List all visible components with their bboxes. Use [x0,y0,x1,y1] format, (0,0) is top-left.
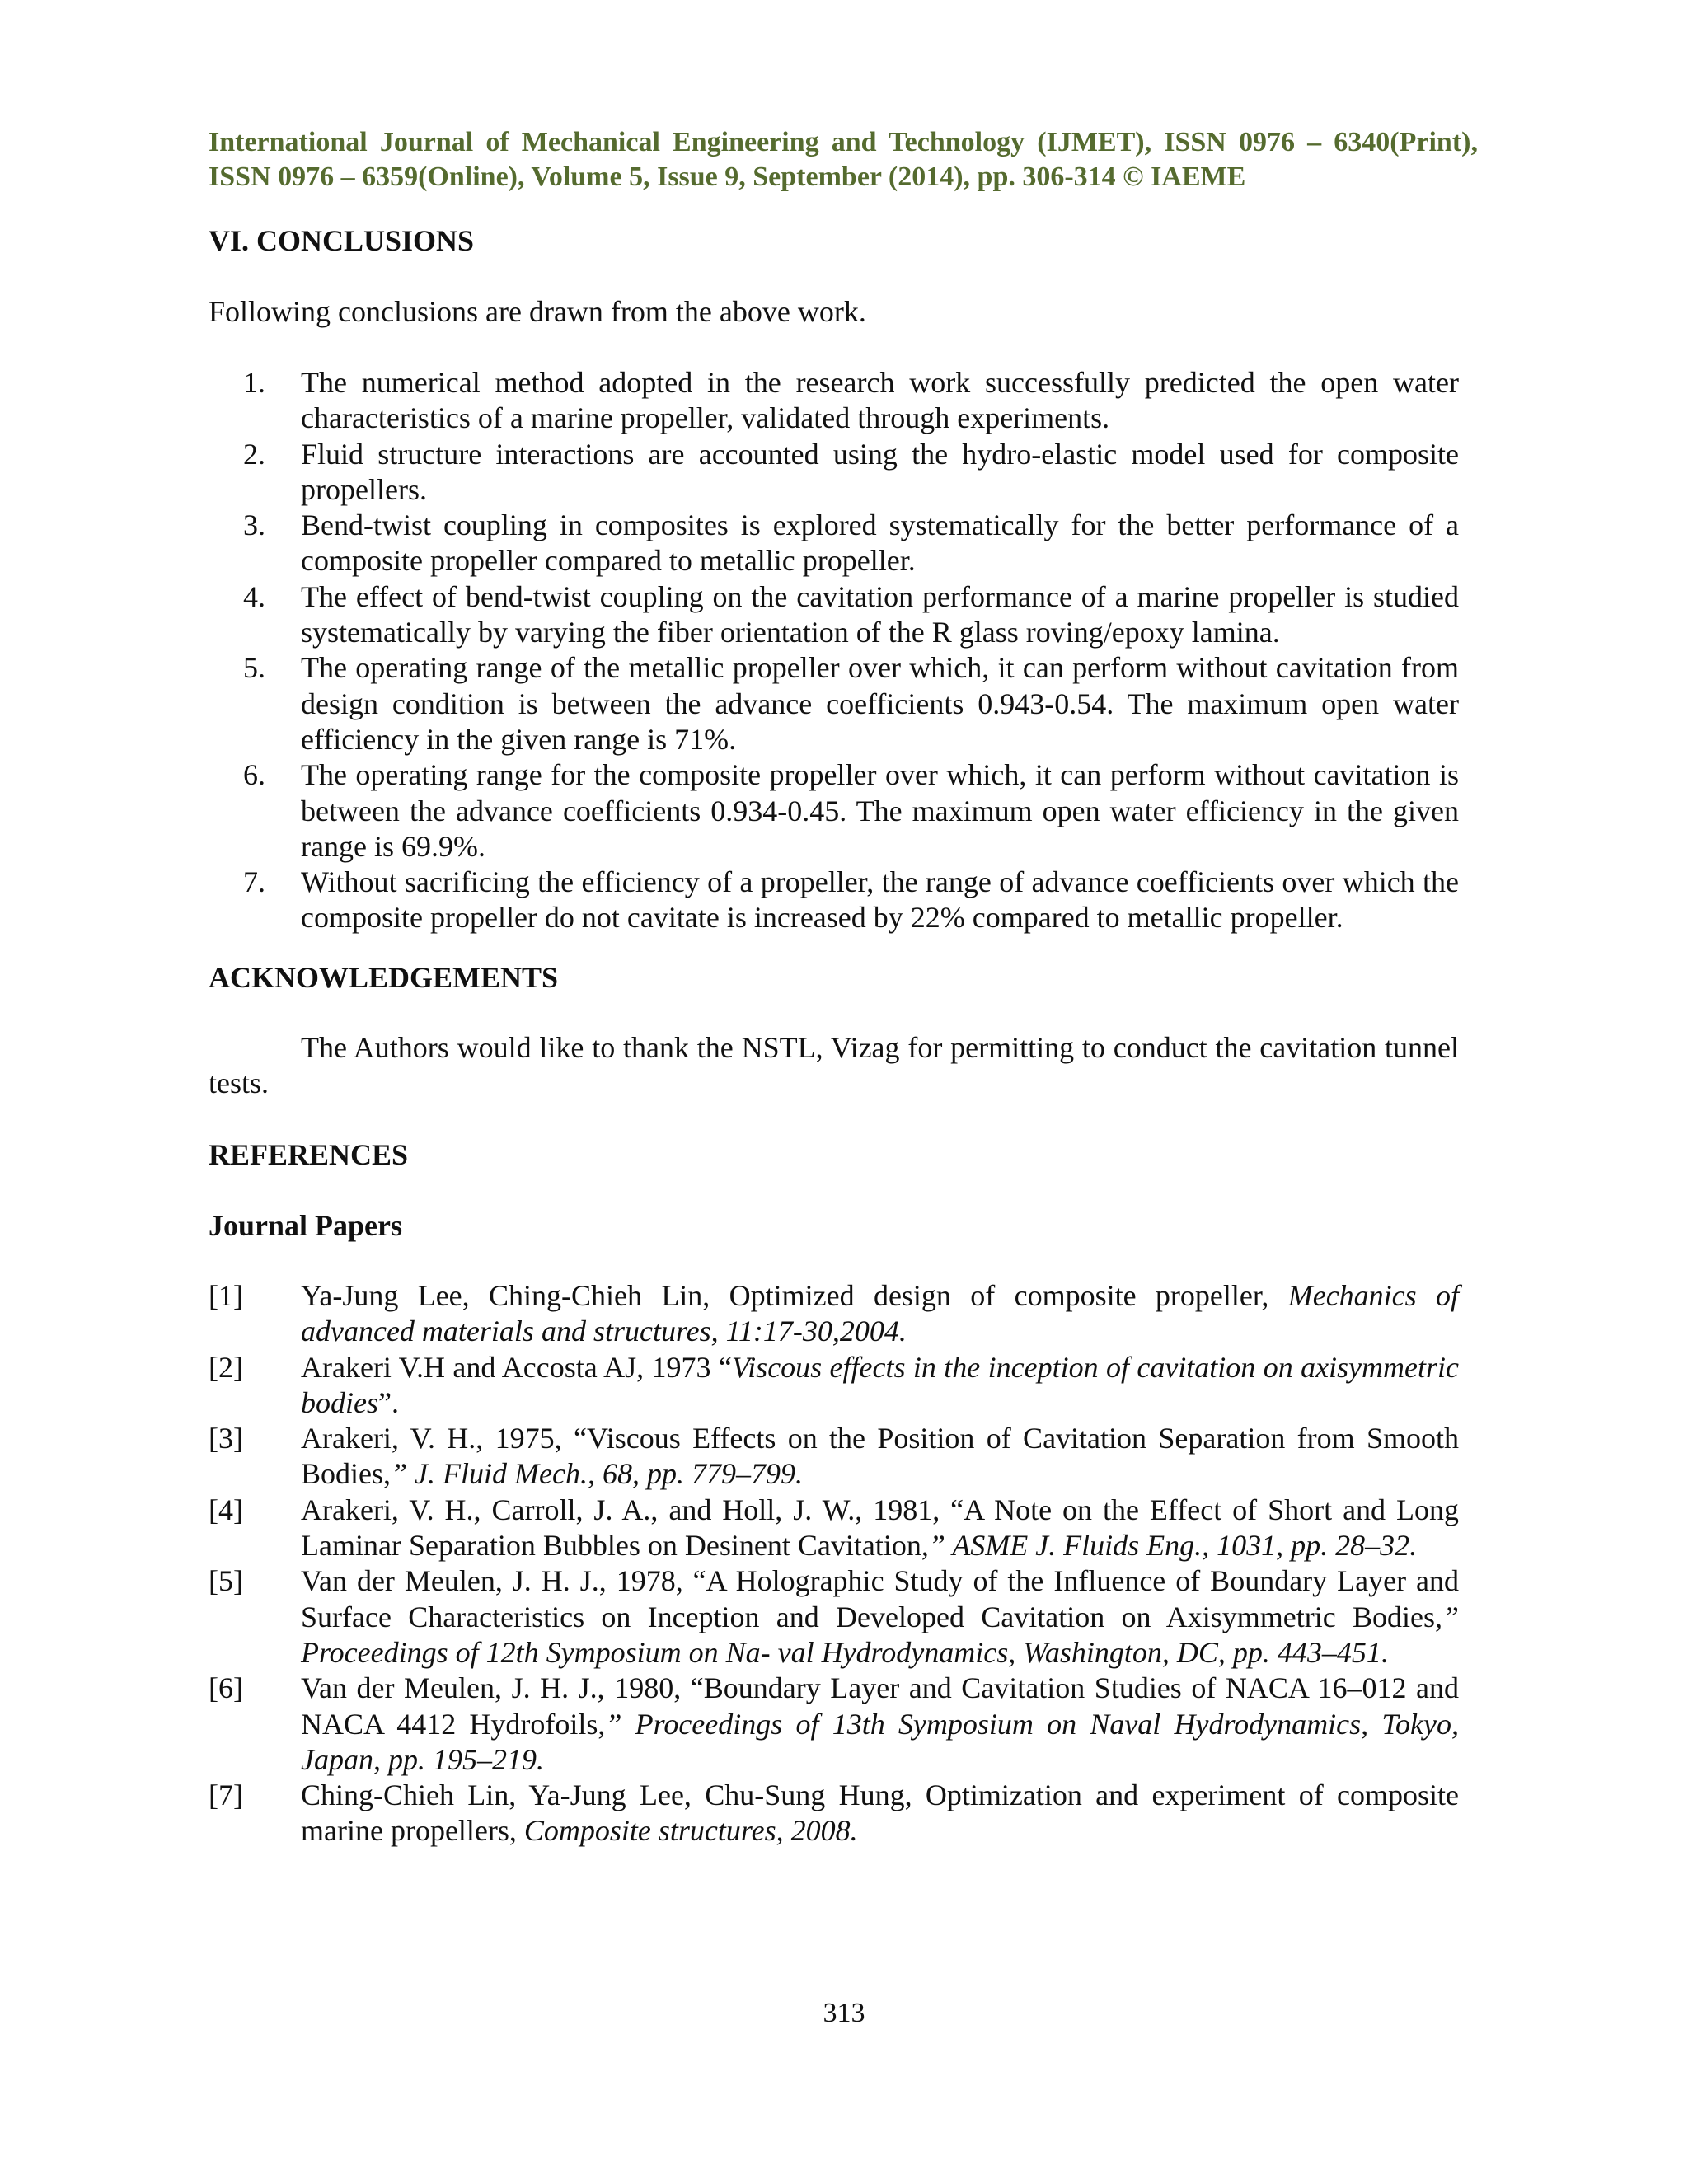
reference-main: Van der Meulen, J. H. J., 1980, “Boundary Layer and Cavitation Studies of NACA 16–012 and NACA 4412 Hydrofoils, [301,1671,1459,1741]
reference-source: ” Proceedings of 13th Symposium on Naval Hydrodynamics, Tokyo, Japan, pp. 195–219. [301,1707,1460,1776]
conclusion-text: Bend-twist coupling in composites is explored systematically for the better performance of a composite propeller compared to metallic propeller. [301,509,1459,578]
reference-item [209,1421,1459,1493]
reference-number: [7] [209,1779,243,1812]
conclusion-text: Without sacrificing the efficiency of a propeller, the range of advance coefficients over which the composite propeller do not cavitate is increased by 22% compared to metallic propeller. [301,865,1459,935]
journal-header-line-2: ISSN 0976 – 6359(Online), Volume 5, Issue 9, September (2014), pp. 306-314 © IAEME [209,162,1246,192]
reference-item [209,1350,1459,1422]
conclusion-text: The operating range of the metallic propeller over which, it can perform without cavitation from design condition is between the advance coefficients 0.943-0.54. The maximum open water efficiency in the given range is 71%. [301,651,1459,756]
reference-source: Viscous effects in the inception of cavitation on axisymmetric bodies [301,1350,1460,1419]
conclusion-number: 4. [243,579,265,613]
conclusion-text: The numerical method adopted in the research work successfully predicted the open water characteristics of a marine propeller, validated through experiments. [301,366,1459,435]
reference-item [209,1563,1459,1671]
conclusion-text: The operating range for the composite propeller over which, it can perform without cavitation is between the advance coefficients 0.934-0.45. The maximum open water efficiency in the given range is 69.9%. [301,758,1459,863]
conclusions-heading: VI. CONCLUSIONS [209,224,475,257]
reference-source: ” Proceedings of 12th Symposium on Na- val Hydrodynamics, Washington, DC, pp. 443–451. [301,1600,1459,1669]
acknowledgements-heading: ACKNOWLEDGEMENTS [209,961,559,994]
reference-number: [3] [209,1422,243,1455]
reference-number: [2] [209,1350,243,1384]
reference-number: [6] [209,1671,243,1705]
conclusion-number: 1. [243,366,265,399]
reference-main: Ya-Jung Lee, Ching-Chieh Lin, Optimized design of composite propeller, [301,1279,1288,1312]
conclusion-number: 6. [243,758,265,792]
conclusion-item [209,365,1459,437]
conclusion-item [209,650,1459,757]
reference-item [209,1671,1459,1778]
conclusions-list [209,365,1459,936]
journal-header [209,125,1478,194]
reference-tail: ”. [378,1385,399,1419]
conclusion-item [209,508,1459,579]
conclusions-intro: Following conclusions are drawn from the above work. [209,295,866,328]
reference-source: Mechanics of advanced materials and structures, 11:17-30,2004. [301,1279,1460,1348]
reference-number: [4] [209,1493,243,1526]
conclusion-item [209,865,1459,936]
page-number: 313 [823,1998,865,2028]
conclusion-text: The effect of bend-twist coupling on the cavitation performance of a marine propeller is studied systematically by varying the fiber orientation of the R glass roving/epoxy lamina. [301,579,1459,649]
reference-main: Ching-Chieh Lin, Ya-Jung Lee, Chu-Sung Hung, Optimization and experiment of composite marine propellers, [301,1779,1459,1848]
references-list [209,1278,1459,1849]
reference-source: Composite structures, 2008. [523,1814,858,1848]
conclusion-number: 5. [243,651,265,685]
reference-main: Arakeri V.H and Accosta AJ, 1973 “ [301,1350,732,1384]
conclusion-item [209,757,1459,865]
reference-main: Arakeri, V. H., 1975, “Viscous Effects on the Position of Cavitation Separation from Smooth Bodies, [301,1422,1459,1491]
reference-item [209,1493,1459,1564]
journal-papers-subheading: Journal Papers [209,1209,403,1242]
conclusion-number: 3. [243,509,265,542]
conclusion-item [209,579,1459,651]
acknowledgements-text: The Authors would like to thank the NSTL, Vizag for permitting to conduct the cavitation tunnel tests. [209,1031,1459,1100]
reference-item [209,1778,1459,1849]
reference-main: Arakeri, V. H., Carroll, J. A., and Holl, J. W., 1981, “A Note on the Effect of Short and Long Laminar Separation Bubbles on Desinent Cavitation, [301,1493,1459,1563]
reference-source: ” ASME J. Fluids Eng., 1031, pp. 28–32. [928,1529,1418,1563]
conclusion-text: Fluid structure interactions are accounted using the hydro-elastic model used for composite propellers. [301,437,1459,506]
reference-item [209,1278,1459,1350]
conclusion-number: 7. [243,865,265,899]
journal-header-line-1: International Journal of Mechanical Engineering and Technology (IJMET), ISSN 0976 – 6340(Print), [209,127,1478,157]
reference-number: [1] [209,1279,243,1312]
reference-number: [5] [209,1564,243,1598]
references-heading: REFERENCES [209,1138,409,1171]
conclusion-number: 2. [243,437,265,471]
reference-source: ” J. Fluid Mech., 68, pp. 779–799. [391,1457,803,1491]
reference-main: Van der Meulen, J. H. J., 1978, “A Holographic Study of the Influence of Boundary Layer and Surface Characteristics on Inception and Developed Cavitation on Axisymmetric Bodies, [301,1564,1459,1633]
conclusion-item [209,437,1459,509]
